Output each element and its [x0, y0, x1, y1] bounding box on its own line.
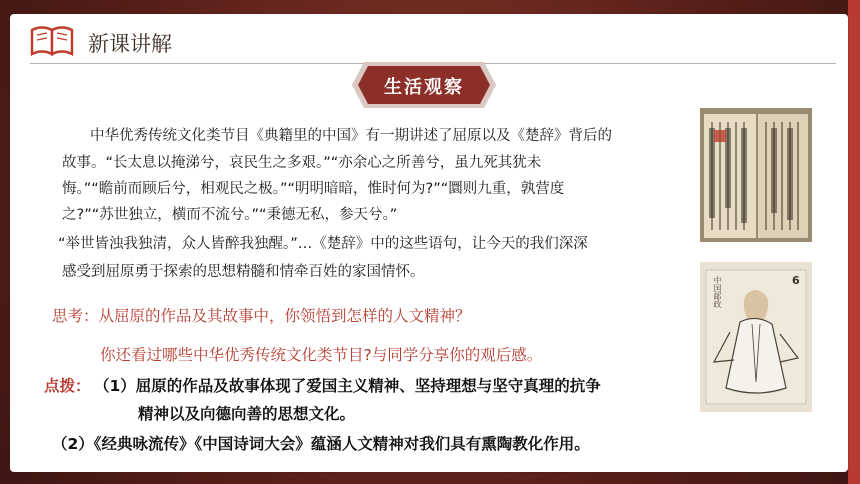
tip-item-1: （1）屈原的作品及故事体现了爱国主义精神、坚持理想与坚守真理的抗争	[94, 377, 601, 395]
stamp-value: 6	[792, 274, 800, 287]
tip-label: 点拨：	[44, 377, 91, 395]
question-text: 思考：从屈原的作品及其故事中，你领悟到怎样的人文精神？	[52, 307, 471, 325]
passage-line: 感受到屈原勇于探索的思想精髓和情牵百姓的家国情怀。	[62, 264, 425, 280]
quyuan-stamp-image	[700, 262, 812, 412]
passage-line: 悔。”“瞻前而顾后兮，相观民之极。”“明明暗暗，惟时何为?”“圜则九重，孰营度	[62, 181, 565, 197]
section-badge	[350, 60, 498, 110]
page-title: 新课讲解	[88, 32, 172, 56]
slide-card	[10, 14, 848, 472]
share-prompt: 你还看过哪些中华优秀传统文化类节目?与同学分享你的观后感。	[100, 346, 543, 364]
decorative-border	[848, 0, 860, 484]
ancient-book-image	[700, 108, 812, 242]
stamp-title: 中国邮政	[713, 276, 722, 308]
passage-line: “举世皆浊我独清，众人皆醉我独醒。”…《楚辞》中的这些语句，让今天的我们深深	[58, 236, 588, 252]
tip-item-2: （2）《经典咏流传》《中国诗词大会》蕴涵人文精神对我们具有熏陶教化作用。	[52, 435, 590, 453]
ancient-book-illustration	[700, 108, 812, 242]
badge-label: 生活观察	[384, 77, 464, 98]
passage-line: 之?”“苏世独立，横而不流兮。”“秉德无私，参天兮。”	[62, 207, 398, 223]
open-book-icon	[30, 24, 74, 56]
tip-item-1-continued: 精神以及向德向善的思想文化。	[138, 405, 356, 423]
passage-line: 中华优秀传统文化类节目《典籍里的中国》有一期讲述了屈原以及《楚辞》背后的	[90, 128, 612, 144]
passage-line: 故事。“长太息以掩涕兮，哀民生之多艰。”“亦余心之所善兮，虽九死其犹未	[62, 155, 542, 171]
